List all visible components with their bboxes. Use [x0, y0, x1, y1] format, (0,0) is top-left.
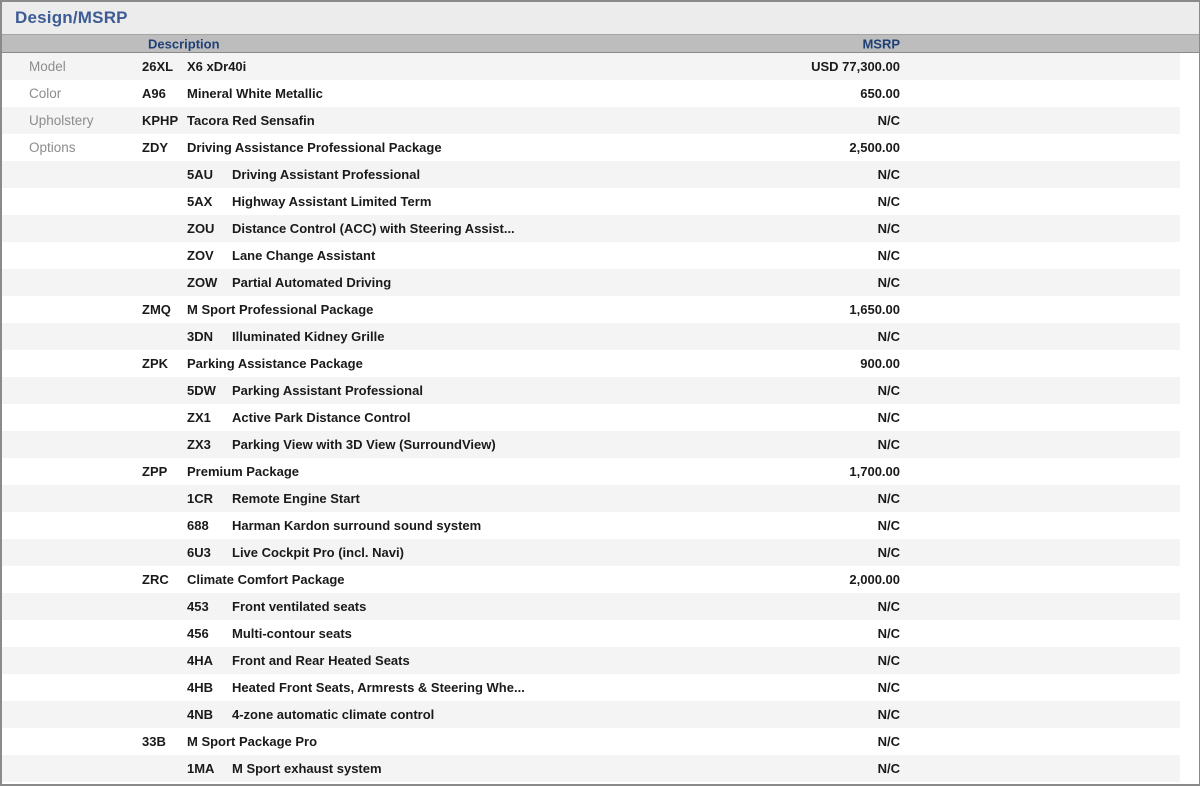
table-row — [2, 512, 1180, 539]
row-code: 5AX — [187, 194, 213, 209]
table-row — [2, 566, 1180, 593]
row-msrp: N/C — [877, 437, 900, 452]
row-description: Parking View with 3D View (SurroundView) — [232, 437, 496, 452]
row-code: 1MA — [187, 761, 215, 776]
table-row — [2, 728, 1180, 755]
row-code: 26XL — [142, 59, 174, 74]
table-row — [2, 269, 1180, 296]
table-row — [2, 323, 1180, 350]
column-header-description: Description — [148, 36, 220, 51]
row-description: X6 xDr40i — [187, 59, 247, 74]
row-code: ZX1 — [187, 410, 211, 425]
table-row — [2, 296, 1180, 323]
row-description: Parking Assistant Professional — [232, 383, 423, 398]
table-header — [2, 34, 1199, 53]
row-code: 3DN — [187, 329, 214, 344]
row-description: M Sport Package Pro — [187, 734, 318, 749]
row-description: Active Park Distance Control — [232, 410, 411, 425]
row-label: Options — [29, 140, 76, 155]
row-msrp: 1,700.00 — [849, 464, 900, 479]
row-msrp: N/C — [877, 761, 900, 776]
row-description: Front ventilated seats — [232, 599, 367, 614]
row-code: ZOV — [187, 248, 214, 263]
row-description: Mineral White Metallic — [187, 86, 323, 101]
table-row — [2, 755, 1180, 782]
row-description: Heated Front Seats, Armrests & Steering Whe... — [232, 680, 525, 695]
row-code: 5AU — [187, 167, 214, 182]
row-msrp: N/C — [877, 248, 900, 263]
table-row — [2, 107, 1180, 134]
table-row — [2, 458, 1180, 485]
row-code: ZOW — [187, 275, 218, 290]
row-msrp: N/C — [877, 410, 900, 425]
table-row — [2, 431, 1180, 458]
row-code: ZRC — [142, 572, 169, 587]
row-msrp: N/C — [877, 599, 900, 614]
row-description: Harman Kardon surround sound system — [232, 518, 482, 533]
row-msrp: N/C — [877, 329, 900, 344]
panel-title-bar — [2, 2, 1199, 34]
table-row — [2, 134, 1180, 161]
row-code: 453 — [187, 599, 209, 614]
row-description: Driving Assistant Professional — [232, 167, 421, 182]
table-row — [2, 161, 1180, 188]
row-description: Distance Control (ACC) with Steering Assist... — [232, 221, 515, 236]
table-body — [2, 53, 1199, 782]
row-code: ZMQ — [142, 302, 171, 317]
row-msrp: N/C — [877, 734, 900, 749]
table-row — [2, 377, 1180, 404]
row-label: Upholstery — [29, 113, 94, 128]
row-code: 688 — [187, 518, 209, 533]
row-msrp: N/C — [877, 221, 900, 236]
row-msrp: N/C — [877, 626, 900, 641]
row-msrp: N/C — [877, 707, 900, 722]
row-description: Premium Package — [187, 464, 300, 479]
row-description: Multi-contour seats — [232, 626, 352, 641]
row-description: Parking Assistance Package — [187, 356, 363, 371]
row-msrp: N/C — [877, 680, 900, 695]
table-row — [2, 188, 1180, 215]
row-code: 456 — [187, 626, 209, 641]
row-code: ZPK — [142, 356, 168, 371]
row-description: Lane Change Assistant — [232, 248, 376, 263]
page-title: Design/MSRP — [15, 8, 128, 27]
row-label: Color — [29, 86, 62, 101]
row-code: ZDY — [142, 140, 168, 155]
row-code: A96 — [142, 86, 166, 101]
row-description: Highway Assistant Limited Term — [232, 194, 432, 209]
row-code: 5DW — [187, 383, 216, 398]
row-msrp: 650.00 — [860, 86, 900, 101]
row-description: 4-zone automatic climate control — [232, 707, 435, 722]
row-description: M Sport Professional Package — [187, 302, 374, 317]
table-row — [2, 80, 1180, 107]
table-row — [2, 215, 1180, 242]
row-msrp: N/C — [877, 383, 900, 398]
row-msrp: N/C — [877, 518, 900, 533]
row-label: Model — [29, 59, 66, 74]
row-code: 4HB — [187, 680, 214, 695]
row-code: 1CR — [187, 491, 214, 506]
row-code: ZX3 — [187, 437, 211, 452]
row-msrp: 900.00 — [860, 356, 900, 371]
table-row — [2, 404, 1180, 431]
row-code: ZPP — [142, 464, 168, 479]
row-code: KPHP — [142, 113, 179, 128]
row-description: Front and Rear Heated Seats — [232, 653, 410, 668]
row-msrp: 2,000.00 — [849, 572, 900, 587]
row-description: Driving Assistance Professional Package — [187, 140, 442, 155]
row-description: Climate Comfort Package — [187, 572, 345, 587]
row-description: Remote Engine Start — [232, 491, 360, 506]
row-description: M Sport exhaust system — [232, 761, 382, 776]
table-row — [2, 485, 1180, 512]
table-row — [2, 350, 1180, 377]
row-msrp: N/C — [877, 275, 900, 290]
row-msrp: N/C — [877, 194, 900, 209]
row-code: 33B — [142, 734, 166, 749]
row-description: Illuminated Kidney Grille — [232, 329, 385, 344]
row-msrp: N/C — [877, 545, 900, 560]
row-description: Partial Automated Driving — [232, 275, 392, 290]
table-row — [2, 53, 1180, 80]
row-msrp: 1,650.00 — [849, 302, 900, 317]
table-row — [2, 674, 1180, 701]
row-msrp: N/C — [877, 653, 900, 668]
row-msrp: N/C — [877, 491, 900, 506]
row-msrp: 2,500.00 — [849, 140, 900, 155]
table-row — [2, 242, 1180, 269]
row-code: 4NB — [187, 707, 214, 722]
row-msrp: N/C — [877, 113, 900, 128]
table-row — [2, 539, 1180, 566]
row-code: 4HA — [187, 653, 214, 668]
row-code: 6U3 — [187, 545, 211, 560]
table-row — [2, 620, 1180, 647]
row-msrp: USD 77,300.00 — [811, 59, 900, 74]
row-description: Tacora Red Sensafin — [187, 113, 315, 128]
column-header-msrp: MSRP — [862, 36, 900, 51]
row-description: Live Cockpit Pro (incl. Navi) — [232, 545, 404, 560]
table-row — [2, 647, 1180, 674]
table-row — [2, 593, 1180, 620]
row-code: ZOU — [187, 221, 215, 236]
row-msrp: N/C — [877, 167, 900, 182]
table-row — [2, 701, 1180, 728]
